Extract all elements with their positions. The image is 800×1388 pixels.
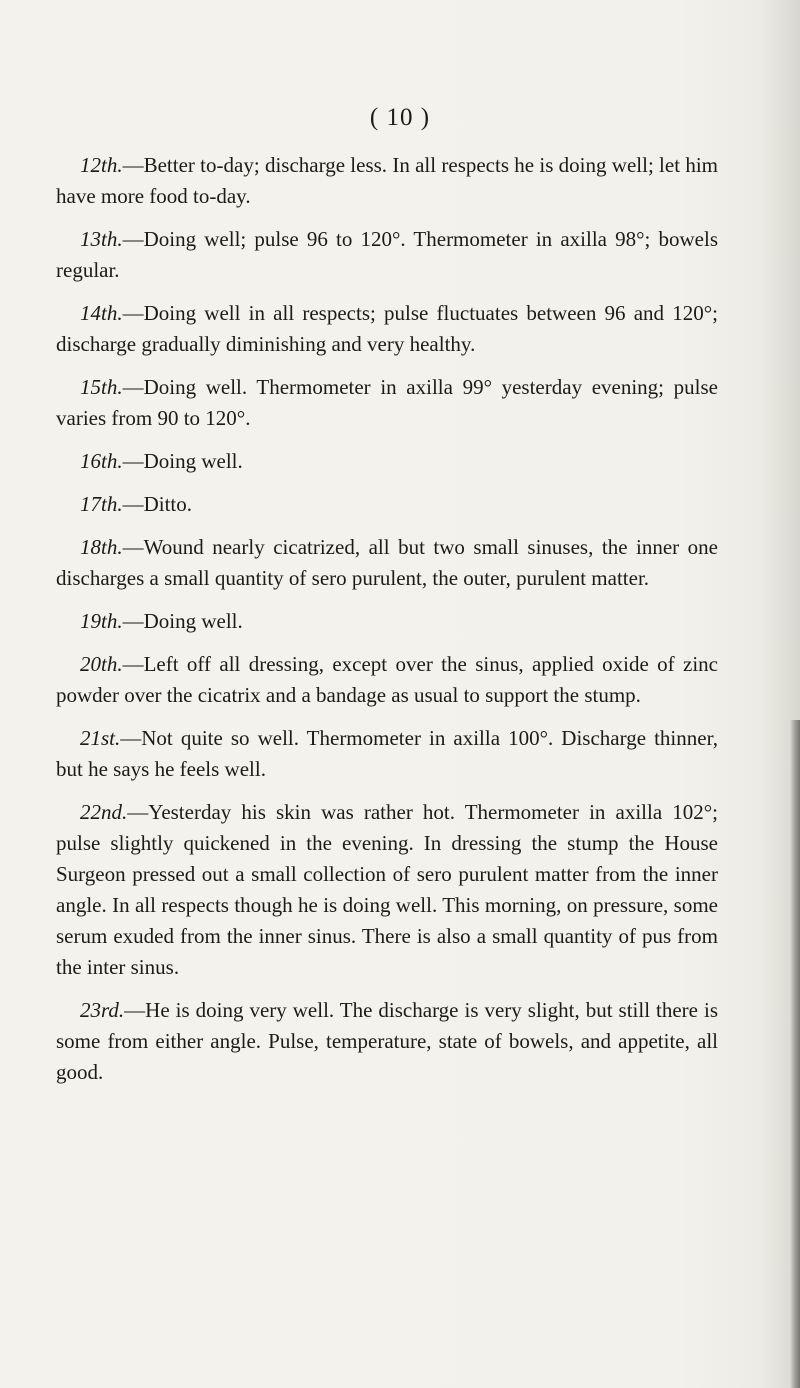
entry-text: —Doing well. bbox=[122, 449, 243, 473]
entry-date: 15th. bbox=[80, 375, 123, 399]
entry-text: —Doing well. Thermometer in axilla 99° yesterday evening; pulse varies from 90 to 120°. bbox=[56, 375, 718, 430]
entry-17th bbox=[56, 489, 718, 520]
entry-13th bbox=[56, 224, 718, 286]
entry-date: 16th. bbox=[80, 449, 123, 473]
entry-text: —Ditto. bbox=[122, 492, 193, 516]
entry-text: —He is doing very well. The discharge is very slight, but still there is some from either angle. Pulse, temperature, state of bowels, and appetite, all good. bbox=[56, 998, 718, 1084]
entry-date: 14th. bbox=[80, 301, 123, 325]
entry-date: 13th. bbox=[80, 227, 123, 251]
entry-19th bbox=[56, 606, 718, 637]
entry-text: —Doing well. bbox=[122, 609, 243, 633]
entry-date: 23rd. bbox=[80, 998, 125, 1022]
entry-16th bbox=[56, 446, 718, 477]
entry-text: —Better to-day; discharge less. In all respects he is doing well; let him have more food to-day. bbox=[56, 153, 718, 208]
entry-21st bbox=[56, 723, 718, 785]
entry-text: —Left off all dressing, except over the sinus, applied oxide of zinc powder over the cicatrix and a bandage as usual to support the stump. bbox=[56, 652, 718, 707]
page-number: ( 10 ) bbox=[369, 104, 431, 131]
entry-date: 21st. bbox=[80, 726, 121, 750]
entry-text: —Doing well; pulse 96 to 120°. Thermometer in axilla 98°; bowels regular. bbox=[56, 227, 718, 282]
entry-text: —Wound nearly cicatrized, all but two small sinuses, the inner one discharges a small quantity of sero purulent, the outer, purulent matter. bbox=[56, 535, 718, 590]
entry-date: 19th. bbox=[80, 609, 123, 633]
case-notes-text bbox=[56, 150, 718, 1100]
entry-text: —Doing well in all respects; pulse fluctuates between 96 and 120°; discharge gradually diminishing and very healthy. bbox=[56, 301, 718, 356]
entry-15th bbox=[56, 372, 718, 434]
entry-12th bbox=[56, 150, 718, 212]
entry-date: 20th. bbox=[80, 652, 123, 676]
page-edge-shadow bbox=[790, 720, 800, 1388]
entry-date: 12th. bbox=[80, 153, 123, 177]
entry-text: —Yesterday his skin was rather hot. Thermometer in axilla 102°; pulse slightly quickened in the evening. In dressing the stump the House Surgeon pressed out a small collection of sero purulent matter from the inner angle. In all respects though he is doing well. This morning, on pressure, some serum exuded from the inner sinus. There is also a small quantity of pus from the inter sinus. bbox=[56, 800, 718, 979]
entry-23rd bbox=[56, 995, 718, 1088]
entry-date: 17th. bbox=[80, 492, 123, 516]
entry-text: —Not quite so well. Thermometer in axilla 100°. Discharge thinner, but he says he feels well. bbox=[56, 726, 718, 781]
entry-18th bbox=[56, 532, 718, 594]
entry-14th bbox=[56, 298, 718, 360]
entry-date: 22nd. bbox=[80, 800, 128, 824]
entry-22nd bbox=[56, 797, 718, 983]
entry-20th bbox=[56, 649, 718, 711]
entry-date: 18th. bbox=[80, 535, 123, 559]
